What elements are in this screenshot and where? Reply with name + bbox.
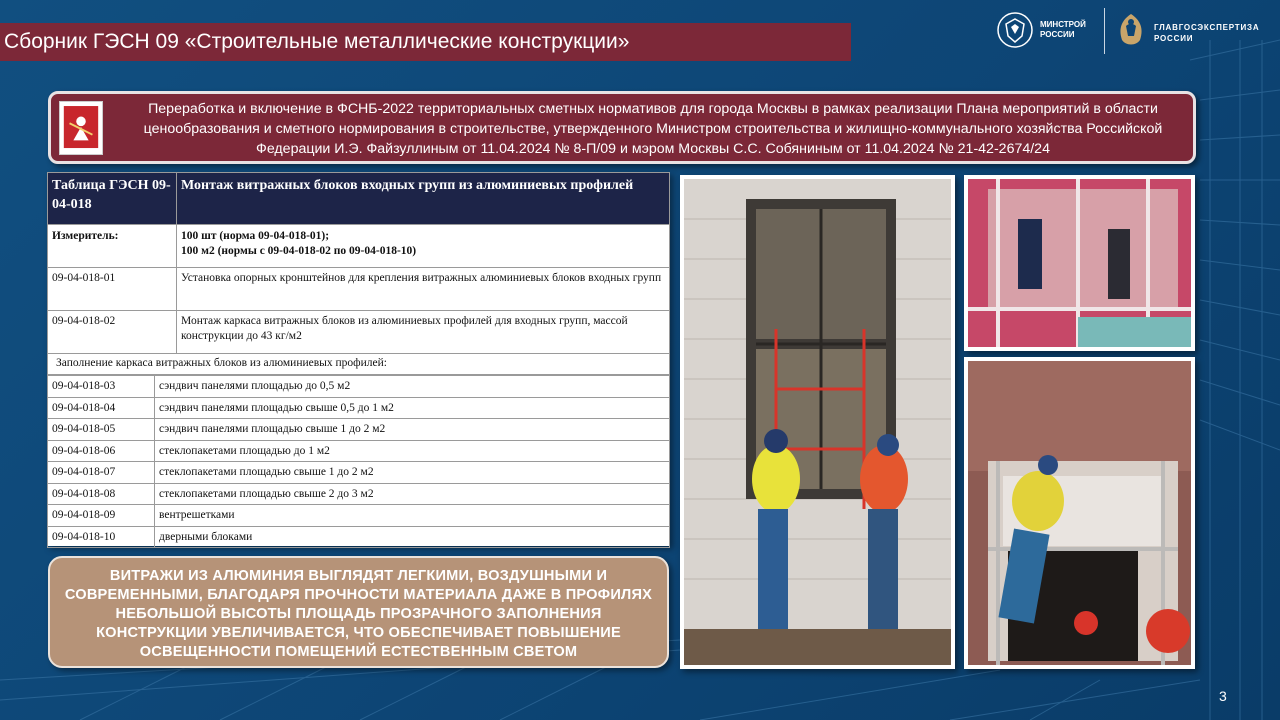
photo-interior-glazing	[964, 175, 1195, 351]
table-row	[48, 526, 670, 548]
table-header-row	[48, 173, 670, 225]
table-row	[48, 268, 670, 311]
row-code: 09-04-018-04	[48, 397, 155, 419]
photo-window-installation-image	[684, 179, 951, 665]
measure-row	[48, 225, 670, 268]
logo-divider	[1104, 8, 1105, 54]
row-code: 09-04-018-03	[48, 376, 155, 398]
gesn-table	[47, 172, 670, 546]
row-text: стеклопакетами площадью свыше 2 до 3 м2	[155, 483, 670, 505]
row-text: стеклопакетами площадью до 1 м2	[155, 440, 670, 462]
row-text: Установка опорных кронштейнов для крепления витражных алюминиевых блоков входных групп	[177, 268, 670, 311]
section-title: Заполнение каркаса витражных блоков из алюминиевых профилей:	[48, 354, 670, 375]
measure-value: 100 шт (норма 09-04-018-01); 100 м2 (нормы с 09-04-018-02 по 09-04-018-10)	[177, 225, 670, 268]
table-row	[48, 462, 670, 484]
minstroy-logo-text: МИНСТРОЙ РОССИИ	[1040, 20, 1086, 39]
row-code: 09-04-018-10	[48, 526, 155, 548]
page-number: 3	[1219, 688, 1227, 704]
glavgosexpertiza-logo-text: ГЛАВГОСЭКСПЕРТИЗА РОССИИ	[1154, 23, 1260, 43]
row-code: 09-04-018-07	[48, 462, 155, 484]
moscow-coat-of-arms-icon	[59, 101, 103, 155]
intro-text: Переработка и включение в ФСНБ-2022 территориальных сметных нормативов для города Москвы в рамках реализации Плана мероприятий в области ценообразования и сметного нормирования в строительстве, утвержденного Министром строительства и жилищно-коммунального хозяйства Российской Федерации И.Э. Файзуллиным от 11.04.2024 № 8-П/09 и мэром Москвы С.С. Собяниным от 11.04.2024 № 21-42-2674/24	[143, 101, 1163, 157]
table-row	[48, 483, 670, 505]
row-code: 09-04-018-09	[48, 505, 155, 527]
header-logos	[996, 6, 1276, 54]
photo-entrance-installation-image	[968, 361, 1191, 665]
row-code: 09-04-018-05	[48, 419, 155, 441]
table-row	[48, 397, 670, 419]
table-row	[48, 376, 670, 398]
photo-window-installation	[680, 175, 955, 669]
row-text: дверными блоками	[155, 526, 670, 548]
row-text: стеклопакетами площадью свыше 1 до 2 м2	[155, 462, 670, 484]
row-text: Монтаж каркаса витражных блоков из алюминиевых профилей для входных групп, массой конструкции до 43 кг/м2	[177, 311, 670, 354]
measure-label: Измеритель:	[48, 225, 177, 268]
table-row	[48, 505, 670, 527]
glavgosexpertiza-emblem-icon	[1114, 10, 1148, 50]
row-text: сэндвич панелями площадью свыше 1 до 2 м2	[155, 419, 670, 441]
row-text: сэндвич панелями площадью свыше 0,5 до 1 м2	[155, 397, 670, 419]
section-title-row	[48, 354, 670, 375]
row-code: 09-04-018-08	[48, 483, 155, 505]
row-code: 09-04-018-01	[48, 268, 177, 311]
table-title-cell: Монтаж витражных блоков входных групп из алюминиевых профилей	[177, 173, 670, 225]
photo-interior-glazing-image	[968, 179, 1191, 347]
photo-entrance-installation	[964, 357, 1195, 669]
row-text: вентрешетками	[155, 505, 670, 527]
minstroy-emblem-icon	[996, 10, 1034, 50]
table-row	[48, 311, 670, 354]
table-id-cell: Таблица ГЭСН 09-04-018	[48, 173, 177, 225]
row-text: сэндвич панелями площадью до 0,5 м2	[155, 376, 670, 398]
callout-box: ВИТРАЖИ ИЗ АЛЮМИНИЯ ВЫГЛЯДЯТ ЛЕГКИМИ, ВОЗДУШНЫМИ И СОВРЕМЕННЫМИ, БЛАГОДАРЯ ПРОЧНОСТИ МАТЕРИАЛА ДАЖЕ В ПРОФИЛЯХ НЕБОЛЬШОЙ ВЫСОТЫ ПЛОЩАДЬ ПРОЗРАЧНОГО ЗАПОЛНЕНИЯ КОНСТРУКЦИИ УВЕЛИЧИВАЕТСЯ, ЧТО ОБЕСПЕЧИВАЕТ ПОВЫШЕНИЕ ОСВЕЩЕННОСТИ ПОМЕЩЕНИЙ ЕСТЕСТВЕННЫМ СВЕТОМ	[48, 556, 669, 668]
slide-title: Сборник ГЭСН 09 «Строительные металлические конструкции»	[0, 23, 851, 61]
row-code: 09-04-018-06	[48, 440, 155, 462]
intro-box	[48, 91, 1196, 164]
row-code: 09-04-018-02	[48, 311, 177, 354]
table-row	[48, 440, 670, 462]
table-row	[48, 419, 670, 441]
